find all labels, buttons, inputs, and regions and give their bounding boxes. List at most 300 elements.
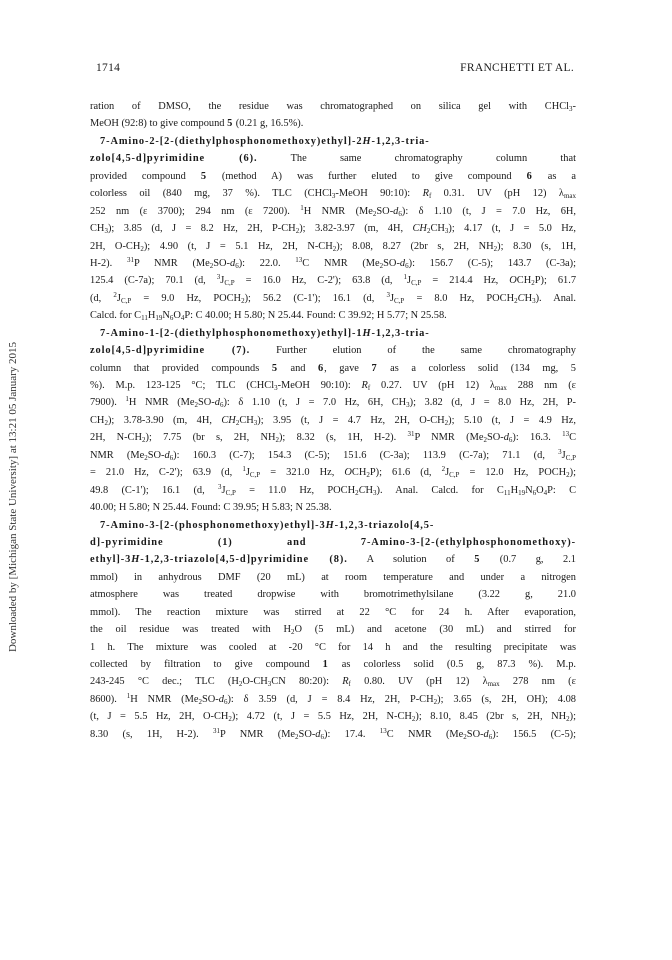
superscript: 3 bbox=[558, 447, 562, 456]
italic-text: d bbox=[399, 257, 406, 269]
bold-text: -1,2,3-tria- bbox=[371, 135, 430, 147]
text-run: ). Anal. bbox=[535, 292, 576, 304]
subscript: 3 bbox=[373, 488, 377, 497]
italic-text: d bbox=[393, 205, 399, 217]
text-run: J bbox=[445, 467, 450, 479]
text-run: 1 h. The mixture was cooled at -20 °C for 14 h and the resulting precipitate was bbox=[90, 641, 576, 653]
text-line bbox=[90, 115, 576, 132]
subscript: 6 bbox=[219, 401, 224, 410]
bold-text: d]-pyrimidine (1) and 7-Amino-3-[2-(ethylphosphonomethoxy)- bbox=[90, 536, 576, 548]
subscript: 2 bbox=[433, 697, 438, 706]
subscript: 2 bbox=[140, 244, 144, 253]
superscript: 13 bbox=[379, 726, 387, 735]
text-run: (method A) was further eluted to give compound bbox=[206, 170, 527, 182]
text-line bbox=[90, 586, 576, 603]
subscript: 2 bbox=[144, 453, 148, 462]
superscript: 3 bbox=[386, 290, 390, 299]
text-run: 278 nm (ε bbox=[499, 676, 577, 688]
subscript: 6 bbox=[223, 697, 228, 706]
subscript: 2 bbox=[493, 244, 498, 253]
text-run: 288 nm (ε bbox=[506, 380, 577, 391]
text-run: 0.27. UV (pH 12) λ bbox=[370, 380, 495, 391]
text-run: P NMR (Me bbox=[220, 728, 296, 740]
text-run: SO- bbox=[486, 432, 504, 444]
text-run: atmosphere was treated dropwise with bromotrimethylsilane (3.22 g, 21.0 bbox=[90, 589, 576, 601]
subscript: 2 bbox=[514, 296, 518, 305]
italic-text: O bbox=[509, 275, 517, 287]
text-run: %). M.p. 123-125 °C; TLC (CHCl bbox=[90, 380, 275, 391]
text-line bbox=[90, 499, 576, 516]
superscript: 1 bbox=[300, 203, 304, 212]
text-run: (0.21 g, 16.5%). bbox=[233, 118, 304, 130]
subscript: 6 bbox=[405, 261, 409, 270]
italic-text: d bbox=[214, 397, 220, 409]
italic-text: CH bbox=[412, 223, 427, 235]
text-line bbox=[90, 412, 576, 429]
subscript: 4 bbox=[543, 488, 548, 497]
text-run: ): 16.3. bbox=[512, 432, 563, 444]
text-run: SO- bbox=[376, 205, 394, 217]
bold-text: 5 bbox=[474, 554, 481, 566]
text-line bbox=[90, 133, 576, 150]
text-line bbox=[90, 639, 576, 656]
text-run: H NMR (Me bbox=[303, 205, 373, 217]
superscript: 31 bbox=[126, 255, 134, 264]
text-run: A solution of bbox=[347, 554, 475, 566]
text-run: ): δ 3.59 (d, J = 8.4 Hz, 2H, P-CH bbox=[227, 693, 434, 705]
text-run: mmol) in anhydrous DMF (20 mL) at room temperature and under a nitrogen bbox=[90, 571, 576, 583]
text-run: ); 4.72 (t, J = 5.5 Hz, 2H, N-CH bbox=[231, 711, 412, 723]
text-run: 0.31. UV (pH 12) λ bbox=[431, 188, 564, 200]
bold-text: zolo[4,5-d]pyrimidine (6). bbox=[90, 153, 258, 165]
italic-text: d bbox=[230, 257, 236, 269]
subscript: max bbox=[487, 680, 500, 689]
text-run: CH bbox=[239, 414, 254, 426]
text-run: (0.7 g, 2.1 bbox=[480, 554, 577, 566]
text-run: C NMR (Me bbox=[302, 257, 380, 269]
text-run: P NMR (Me bbox=[414, 432, 484, 444]
text-run: ration of DMSO, the residue was chromatographed on silica gel with CHCl bbox=[90, 101, 570, 112]
text-run: provided compound bbox=[90, 170, 201, 182]
text-run: P NMR (Me bbox=[133, 257, 210, 269]
text-run: SO- bbox=[383, 257, 400, 269]
text-run: J bbox=[561, 449, 566, 461]
text-line bbox=[90, 604, 576, 621]
subscript: 3 bbox=[444, 227, 449, 236]
text-line bbox=[90, 621, 576, 638]
bold-text: 7 bbox=[371, 362, 378, 374]
subscript: f bbox=[367, 384, 371, 392]
text-run: SO- bbox=[298, 728, 316, 740]
bold-italic-text: H bbox=[325, 519, 335, 531]
subscript: 3 bbox=[406, 401, 410, 410]
superscript: 1 bbox=[125, 395, 129, 404]
text-line bbox=[90, 255, 576, 272]
bold-italic-text: H bbox=[362, 135, 372, 147]
superscript: 1 bbox=[403, 273, 408, 282]
subscript: 2 bbox=[372, 209, 377, 218]
text-run: 7900). bbox=[90, 397, 126, 409]
text-run: SO- bbox=[198, 397, 215, 409]
subscript: C,P bbox=[225, 488, 236, 497]
bold-text: 5 bbox=[227, 118, 234, 130]
text-run: J bbox=[220, 275, 225, 287]
text-run: (d, bbox=[90, 292, 114, 304]
bold-text: 7-Amino-2-[2-(diethylphosphonomethoxy)ethyl]-2 bbox=[100, 135, 363, 147]
superscript: 31 bbox=[407, 430, 415, 439]
text-run: ); 8.10, 8.45 (2br s, 2H, NH bbox=[415, 711, 567, 723]
bold-text: ethyl]-3 bbox=[90, 554, 132, 566]
italic-text: d bbox=[218, 693, 224, 705]
italic-text: O bbox=[344, 467, 352, 479]
subscript: 3 bbox=[104, 227, 108, 236]
text-line bbox=[90, 290, 576, 307]
text-run: ): 160.3 (C-7); 154.3 (C-5); 151.6 (C-3a); 113.9 (C-7a); 71.1 (d, bbox=[173, 449, 559, 461]
text-run: 49.8 (C-1'); 16.1 (d, bbox=[90, 484, 219, 496]
italic-text: d bbox=[483, 728, 489, 740]
text-run: 125.4 (C-7a); 70.1 (d, bbox=[90, 275, 217, 287]
text-run: ): 156.5 (C-5); bbox=[492, 728, 576, 740]
subscript: 2 bbox=[290, 628, 295, 637]
subscript: 2 bbox=[235, 418, 240, 427]
subscript: C,P bbox=[120, 296, 132, 305]
text-run: as colorless solid (0.5 g, 87.3 %). M.p. bbox=[328, 659, 576, 670]
subscript: 3 bbox=[267, 680, 272, 689]
text-run: J bbox=[389, 292, 394, 304]
text-run: SO- bbox=[147, 449, 165, 461]
bold-text: -1,2,3-tria- bbox=[371, 327, 430, 339]
text-run: -MeOH 90:10): bbox=[277, 380, 362, 391]
subscript: 2 bbox=[141, 436, 146, 445]
text-line bbox=[90, 98, 576, 115]
subscript: 3 bbox=[569, 105, 573, 113]
subscript: 11 bbox=[141, 314, 148, 323]
italic-text: R bbox=[342, 676, 349, 688]
text-run: CH bbox=[351, 467, 367, 479]
bold-text: 1 bbox=[322, 659, 329, 670]
text-line bbox=[90, 534, 576, 551]
subscript: 2 bbox=[483, 436, 487, 445]
subscript: C,P bbox=[224, 279, 235, 288]
bold-text: 5 bbox=[271, 362, 278, 374]
text-run: ); 3.65 (s, 2H, OH); 4.08 bbox=[437, 693, 576, 705]
text-run: 2H, O-CH bbox=[90, 240, 141, 252]
subscript: C,P bbox=[249, 471, 261, 480]
text-run: (t, J = 5.5 Hz, 2H, O-CH bbox=[90, 711, 229, 723]
subscript: 2 bbox=[295, 227, 300, 236]
text-run: 243-245 °C dec.; TLC (H bbox=[90, 676, 239, 688]
subscript: 2 bbox=[379, 261, 384, 270]
text-run: P); 61.6 (d, bbox=[369, 467, 442, 479]
text-line bbox=[90, 551, 576, 568]
subscript: 6 bbox=[398, 209, 402, 218]
subscript: 3 bbox=[331, 192, 336, 201]
text-run: ); 4.17 (t, J = 5.0 Hz, bbox=[448, 223, 576, 235]
bold-text: 7-Amino-3-[2-(phosphonomethoxy)ethyl]-3 bbox=[100, 519, 326, 531]
text-run: ): 17.4. bbox=[324, 728, 380, 740]
bold-text: 6 bbox=[318, 362, 325, 374]
text-run: SO- bbox=[466, 728, 484, 740]
text-line bbox=[90, 708, 576, 725]
subscript: 3 bbox=[253, 418, 258, 427]
text-line bbox=[90, 325, 576, 342]
text-line bbox=[90, 569, 576, 586]
superscript: 2 bbox=[113, 290, 117, 299]
text-run: ); 3.82-3.97 (m, 4H, bbox=[299, 223, 413, 235]
subscript: 2 bbox=[366, 471, 370, 480]
text-line bbox=[90, 168, 576, 185]
text-run: H NMR (Me bbox=[130, 693, 199, 705]
subscript: 2 bbox=[241, 296, 245, 305]
text-run: Calcd. for C bbox=[90, 310, 142, 322]
text-run: CH bbox=[430, 223, 445, 235]
text-line bbox=[90, 673, 576, 690]
subscript: 2 bbox=[463, 732, 467, 741]
text-run: J bbox=[116, 292, 121, 304]
subscript: C,P bbox=[565, 453, 576, 462]
subscript: 2 bbox=[531, 279, 535, 288]
subscript: 2 bbox=[194, 401, 199, 410]
text-run: 0.80. UV (pH 12) λ bbox=[350, 676, 488, 688]
text-run: O bbox=[173, 310, 181, 322]
text-run: = 8.0 Hz, POCH bbox=[404, 292, 515, 304]
bold-italic-text: H bbox=[362, 327, 372, 339]
text-run: - bbox=[572, 101, 576, 112]
bold-text: -1,2,3-triazolo[4,5- bbox=[334, 519, 435, 531]
italic-text: R bbox=[422, 188, 429, 200]
italic-text: R bbox=[361, 380, 368, 391]
italic-text: d bbox=[315, 728, 321, 740]
text-run: H bbox=[524, 292, 533, 304]
text-line bbox=[90, 517, 576, 534]
text-line bbox=[90, 464, 576, 481]
subscript: 4 bbox=[180, 314, 185, 323]
subscript: C,P bbox=[411, 279, 422, 288]
subscript: 2 bbox=[228, 715, 232, 724]
running-title: FRANCHETTI ET AL. bbox=[460, 62, 574, 74]
text-run: CH bbox=[90, 223, 105, 235]
text-run: O-CH bbox=[242, 676, 268, 688]
text-run: ); 4.90 (t, J = 5.1 Hz, 2H, N-CH bbox=[143, 240, 333, 252]
text-line bbox=[90, 150, 576, 167]
superscript: 13 bbox=[295, 255, 303, 264]
text-run: H-2). bbox=[90, 257, 127, 269]
text-run: CH bbox=[516, 275, 532, 287]
subscript: 19 bbox=[518, 488, 526, 497]
subscript: 2 bbox=[209, 261, 214, 270]
subscript: 2 bbox=[275, 436, 279, 445]
text-run: = 21.0 Hz, C-2'); 63.9 (d, bbox=[90, 467, 243, 479]
subscript: 11 bbox=[503, 488, 511, 497]
text-run: = 16.0 Hz, C-2'); 63.8 (d, bbox=[234, 275, 404, 287]
text-run: 252 nm (ε 3700); 294 nm (ε 7200). bbox=[90, 205, 301, 217]
bold-text: zolo[4,5-d]pyrimidine (7). bbox=[90, 345, 251, 357]
subscript: 3 bbox=[274, 384, 278, 392]
subscript: 6 bbox=[488, 732, 493, 741]
text-run: N bbox=[162, 310, 170, 322]
subscript: max bbox=[494, 384, 507, 392]
text-run: ); 8.30 (s, 1H, bbox=[497, 240, 576, 252]
text-run: ); 8.08, 8.27 (2br s, 2H, NH bbox=[336, 240, 494, 252]
text-run: colorless oil (840 mg, 37 %). TLC (CHCl bbox=[90, 188, 332, 200]
italic-text: d bbox=[503, 432, 509, 444]
text-line bbox=[90, 429, 576, 446]
text-run: = 11.0 Hz, POCH bbox=[235, 484, 356, 496]
text-line bbox=[90, 377, 576, 394]
text-line bbox=[90, 185, 576, 202]
text-run: -MeOH 90:10): bbox=[335, 188, 423, 200]
subscript: max bbox=[563, 192, 577, 201]
superscript: 31 bbox=[213, 726, 221, 735]
text-run: C bbox=[569, 432, 577, 444]
text-run: ): 22.0. bbox=[238, 257, 296, 269]
subscript: 2 bbox=[566, 715, 570, 724]
text-run: ): 156.7 (C-5); 143.7 (C-3a); bbox=[408, 257, 576, 269]
text-run: J bbox=[245, 467, 250, 479]
text-run: mmol). The reaction mixture was stirred at 22 °C for 24 h. After evaporation, bbox=[90, 606, 576, 618]
bold-text: -1,2,3-triazolo[4,5-d]pyrimidine (8). bbox=[140, 554, 348, 566]
subscript: 6 bbox=[235, 261, 239, 270]
text-line bbox=[90, 220, 576, 237]
text-line bbox=[90, 272, 576, 289]
subscript: 2 bbox=[426, 227, 431, 236]
subscript: 3 bbox=[532, 296, 536, 305]
subscript: 2 bbox=[198, 697, 202, 706]
text-run: SO- bbox=[201, 693, 219, 705]
superscript: 2 bbox=[441, 465, 446, 474]
text-line bbox=[90, 447, 576, 464]
text-run: , gave bbox=[324, 362, 372, 374]
text-run: H bbox=[147, 310, 156, 322]
text-run: J bbox=[407, 275, 412, 287]
bold-text: 7-Amino-1-[2-(diethylphosphonomethoxy)ethyl]-1 bbox=[100, 327, 363, 339]
text-run: collected by filtration to give compound bbox=[90, 659, 323, 670]
text-run: ). Anal. Calcd. for C bbox=[376, 484, 504, 496]
text-run: H NMR (Me bbox=[128, 397, 195, 409]
italic-text: d bbox=[164, 449, 170, 461]
text-run: ); 8.32 (s, 1H, H-2). bbox=[278, 432, 408, 444]
italic-text: C bbox=[517, 292, 525, 304]
text-run: ); 3.95 (t, J = 4.7 Hz, 2H, O-CH bbox=[257, 414, 445, 426]
text-run: as a bbox=[532, 170, 576, 182]
download-watermark-text: Downloaded by [Michigan State University] at 13:21 05 January 2015 bbox=[7, 341, 19, 653]
superscript: 1 bbox=[126, 691, 131, 700]
text-line bbox=[90, 238, 576, 255]
text-run: CH bbox=[90, 414, 105, 426]
text-run: H bbox=[510, 484, 519, 496]
subscript: 2 bbox=[566, 471, 570, 480]
text-line bbox=[90, 482, 576, 499]
text-run: The same chromatography column that bbox=[257, 153, 576, 165]
text-run: ); 3.82 (d, J = 8.0 Hz, 2H, P- bbox=[409, 397, 577, 409]
text-run: = 12.0 Hz, POCH bbox=[459, 467, 567, 479]
download-watermark bbox=[6, 262, 20, 732]
text-run: the oil residue was treated with H bbox=[90, 624, 291, 636]
text-run: P: C bbox=[547, 484, 577, 496]
text-run: MeOH (92:8) to give compound bbox=[90, 118, 228, 130]
text-run: as a colorless solid (134 mg, 5 bbox=[377, 362, 576, 374]
bold-text: 6 bbox=[526, 170, 533, 182]
subscript: 2 bbox=[104, 418, 108, 427]
superscript: 1 bbox=[242, 465, 246, 474]
text-run: 8.30 (s, 1H, H-2). bbox=[90, 728, 214, 740]
text-run: = 9.0 Hz, POCH bbox=[131, 292, 242, 304]
text-run: O (5 mL) and acetone (30 mL) and stirred for bbox=[294, 624, 576, 636]
text-line bbox=[90, 726, 576, 743]
subscript: 19 bbox=[155, 314, 163, 323]
subscript: 2 bbox=[411, 715, 416, 724]
subscript: 2 bbox=[444, 418, 449, 427]
text-run: CN 80:20): bbox=[271, 676, 343, 688]
subscript: 2 bbox=[332, 244, 337, 253]
subscript: 2 bbox=[355, 488, 359, 497]
article-body bbox=[90, 98, 576, 743]
subscript: 2 bbox=[295, 732, 299, 741]
bold-text: 5 bbox=[200, 170, 207, 182]
text-line bbox=[90, 691, 576, 708]
text-run: H bbox=[365, 484, 374, 496]
text-run: ): δ 1.10 (t, J = 7.0 Hz, 6H, bbox=[401, 205, 576, 217]
superscript: 3 bbox=[216, 273, 221, 282]
text-run: 2H, N-CH bbox=[90, 432, 142, 444]
text-run: ); 56.2 (C-1'); 16.1 (d, bbox=[244, 292, 387, 304]
italic-text: C bbox=[358, 484, 366, 496]
text-run: ); 7.75 (br s, 2H, NH bbox=[145, 432, 276, 444]
text-line bbox=[90, 307, 576, 324]
subscript: f bbox=[428, 192, 432, 201]
text-run: N bbox=[525, 484, 533, 496]
subscript: f bbox=[348, 680, 351, 689]
text-run: O bbox=[536, 484, 544, 496]
text-run: ); bbox=[569, 467, 576, 479]
text-run: column that provided compounds bbox=[90, 362, 272, 374]
text-run: ); 3.78-3.90 (m, 4H, bbox=[107, 414, 222, 426]
text-run: 40.00; H 5.80; N 25.44. Found: C 39.95; H 5.83; N 25.38. bbox=[90, 502, 332, 514]
text-line bbox=[90, 656, 576, 673]
text-run: C NMR (Me bbox=[386, 728, 464, 740]
text-run: = 321.0 Hz, bbox=[260, 467, 345, 479]
subscript: C,P bbox=[394, 296, 405, 305]
subscript: 6 bbox=[532, 488, 537, 497]
subscript: 6 bbox=[320, 732, 324, 741]
text-run: ); 3.85 (d, J = 8.2 Hz, 2H, P-CH bbox=[107, 223, 296, 235]
text-run: 8600). bbox=[90, 693, 127, 705]
text-run: J bbox=[221, 484, 226, 496]
superscript: 3 bbox=[218, 482, 222, 491]
text-line bbox=[90, 203, 576, 220]
subscript: C,P bbox=[449, 471, 460, 480]
subscript: 2 bbox=[238, 680, 243, 689]
text-run: ); 5.10 (t, J = 4.9 Hz, bbox=[448, 414, 576, 426]
text-line bbox=[90, 394, 576, 411]
text-run: = 214.4 Hz, bbox=[421, 275, 510, 287]
text-line bbox=[90, 342, 576, 359]
text-run: NMR (Me bbox=[90, 449, 145, 461]
superscript: 13 bbox=[562, 430, 570, 439]
text-run: Further elution of the same chromatography bbox=[250, 345, 576, 357]
page-number: 1714 bbox=[96, 62, 121, 74]
text-line bbox=[90, 360, 576, 377]
subscript: 6 bbox=[169, 314, 174, 323]
bold-italic-text: H bbox=[131, 554, 141, 566]
text-run: ): δ 1.10 (t, J = 7.0 Hz, 6H, CH bbox=[223, 397, 407, 409]
text-run: SO- bbox=[213, 257, 231, 269]
text-run: and bbox=[277, 362, 319, 374]
text-run: P); 61.7 bbox=[534, 275, 577, 287]
italic-text: CH bbox=[221, 414, 236, 426]
subscript: 6 bbox=[508, 436, 513, 445]
text-run: ); bbox=[569, 711, 576, 723]
